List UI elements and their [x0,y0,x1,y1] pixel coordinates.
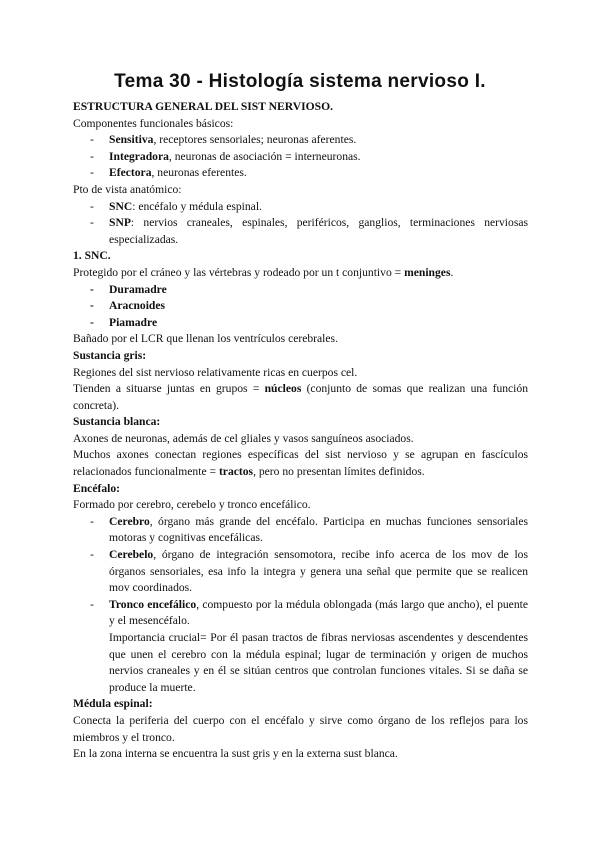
list-item: - Piamadre [90,315,158,329]
list-item: - SNC: encéfalo y médula espinal. [90,199,262,213]
encefalo-list [73,514,528,697]
page-title: Tema 30 - Histología sistema nervioso I. [114,71,486,92]
list-item: - Cerebro, órgano más grande del encéfalo. Participa en muchas funciones sensoriales motoras y cognitivas encefálicas. [90,514,528,545]
blanca-line2: Muchos axones conectan regiones específicas del sist nervioso y se agrupan en fascículos relacionados funcionalmente = tractos, pero no presentan límites definidos. [73,448,528,479]
encefalo-heading: Encéfalo: [73,481,121,495]
snc-lcr: Bañado por el LCR que llenan los ventrículos cerebrales. [73,332,338,346]
components-intro: Componentes funcionales básicos: [73,116,234,130]
list-item: - Tronco encefálico, compuesto por la médula oblongada (más largo que ancho), el puente y el mesencéfalo. [90,597,528,628]
gris-heading: Sustancia gris: [73,348,147,362]
document-body [73,99,528,763]
snc-heading: 1. SNC. [73,249,111,263]
snc-protected: Protegido por el cráneo y las vértebras y rodeado por un t conjuntivo = meninges. [73,265,454,279]
components-list [73,132,528,182]
list-item: - Efectora, neuronas eferentes. [90,166,247,180]
medula-line2: En la zona interna se encuentra la sust gris y en la externa sust blanca. [73,747,398,761]
list-item: - SNP: nervios craneales, espinales, periféricos, ganglios, terminaciones nerviosas especializadas. [90,216,528,246]
list-item: - Aracnoides [90,299,166,313]
section-heading: ESTRUCTURA GENERAL DEL SIST NERVIOSO. [73,100,333,113]
list-item: - Sensitiva, receptores sensoriales; neuronas aferentes. [90,133,357,147]
meninges-list [73,282,528,332]
list-item: - Integradora, neuronas de asociación = interneuronas. [90,149,361,163]
blanca-heading: Sustancia blanca: [73,415,161,429]
gris-line2: Tienden a situarse juntas en grupos = núcleos (conjunto de somas que realizan una función concreta). [73,382,528,412]
medula-line1: Conecta la periferia del cuerpo con el encéfalo y sirve como órgano de los reflejos para los miembros y el tronco. [73,713,528,744]
list-item: - Cerebelo, órgano de integración sensomotora, recibe info acerca de los mov de los órganos sensoriales, esa info la integra y genera una señal que permite que se realicen mov coordinados. [90,548,528,595]
anat-list [73,199,528,249]
medula-heading: Médula espinal: [73,697,153,711]
blanca-line1: Axones de neuronas, además de cel gliales y vasos sanguíneos asociados. [73,431,414,445]
importance-note: Importancia crucial= Por él pasan tractos de fibras nerviosas ascendentes y descendentes que unen el cerebro con la médula espinal; lugar de terminación y origen de muchos nervios craneales y en él se sitúan centros que controlan funciones vitales. Si se daña se produce la muerte. [109,631,528,694]
list-item: - Duramadre [90,282,167,296]
anat-intro: Pto de vista anatómico: [73,182,182,196]
gris-line1: Regiones del sist nervioso relativamente ricas en cuerpos cel. [73,365,358,379]
encefalo-intro: Formado por cerebro, cerebelo y tronco encefálico. [73,498,311,512]
